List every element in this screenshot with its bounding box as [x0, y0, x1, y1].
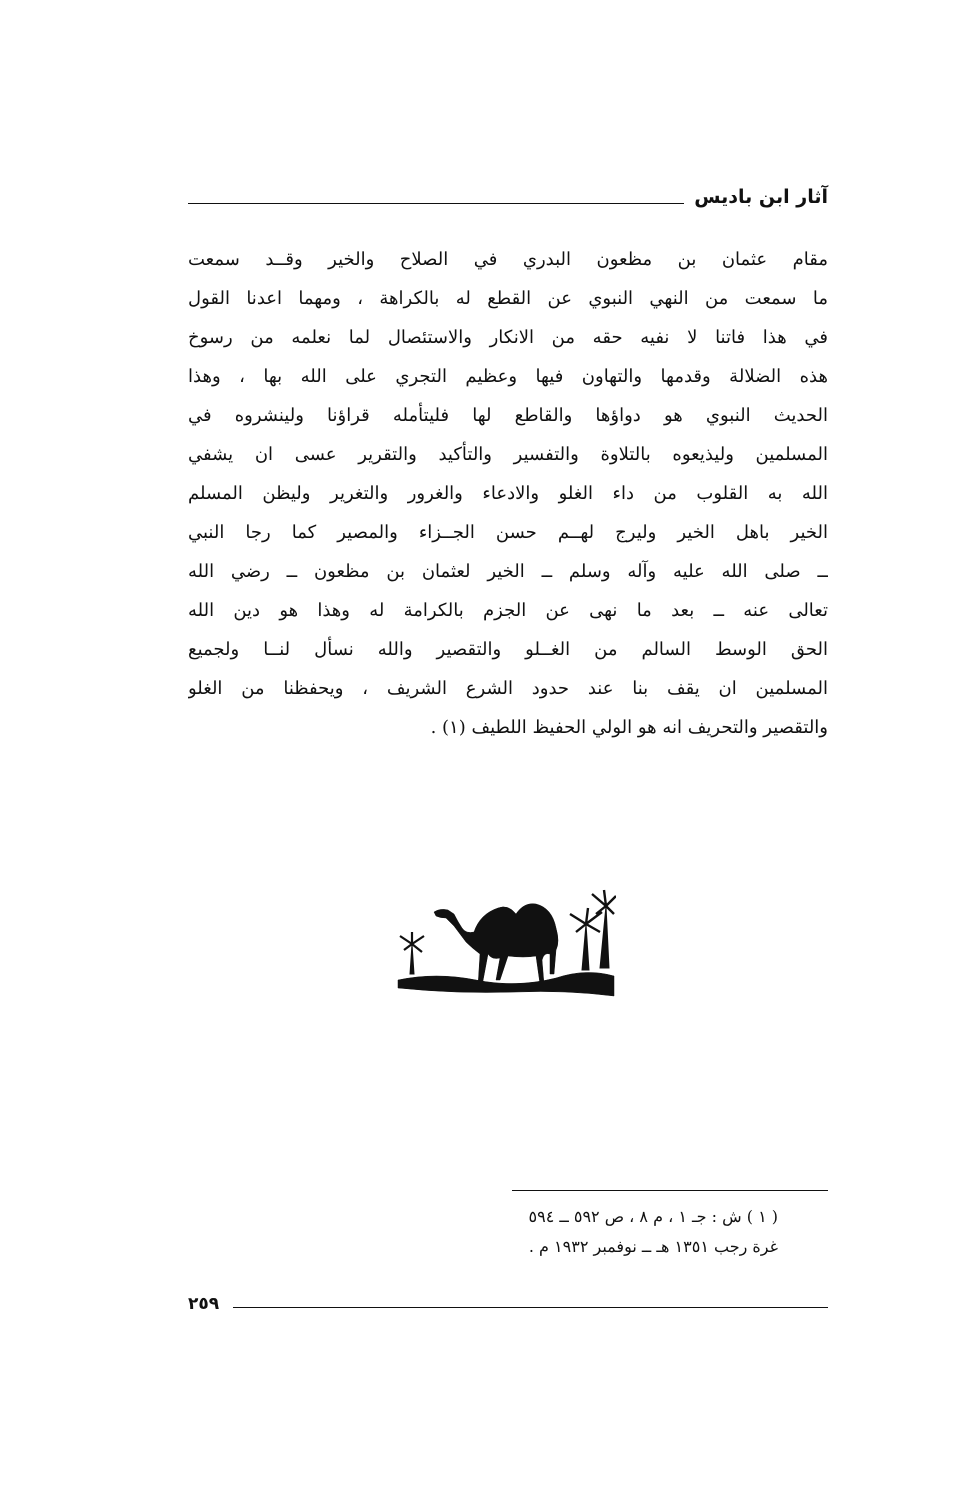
text-line: المسلمين ان يقف بنا عند حدود الشرع الشريف ، ويحفظنا من الغلو [188, 678, 828, 699]
text-line: الحق الوسط السالم من الغــلو والتقصير والله نسأل لنــا ولجميع [188, 639, 828, 660]
text-line: تعالى عنه ــ بعد ما نهى عن الجزم بالكرامة له وهذا هو دين الله [188, 600, 828, 621]
footnote-line: ( ١ ) ش : جـ ١ ، م ٨ ، ص ٥٩٢ ــ ٥٩٤ [528, 1207, 778, 1226]
text-line: الخير باهل الخير وليرج لهــم حسن الجــزاء والمصير كما رجا النبي [188, 522, 828, 543]
page-footer [188, 1290, 828, 1318]
footnote-line: غرة رجب ١٣٥١ هـ ــ نوفمبر ١٩٣٢ م . [528, 1237, 778, 1256]
text-line: ــ صلى الله عليه وآله وسلم ــ الخير لعثمان بن مظعون ــ رضي الله [188, 561, 828, 582]
text-line: مقام عثمان بن مظعون البدري في الصلاح والخير وقــد سمعت [188, 249, 828, 270]
footnotes [300, 1202, 778, 1262]
text-line: والتقصير والتحريف انه هو الولي الحفيظ اللطيف (١) . [430, 717, 828, 738]
text-line: الحديث النبوي هو دواؤها والقاطع لها فليتأمله قراؤنا ولينشروه في [188, 405, 828, 426]
text-line: المسلمين وليذيعوه بالتلاوة والتفسير والتأكيد والتقرير عسى ان يشفي [188, 444, 828, 465]
text-line: هذه الضلالة وقدمها والتهاون فيها وعظيم التجري على الله بها ، وهذا [188, 366, 828, 387]
camel-palm-silhouette-icon [396, 884, 616, 999]
running-header [188, 182, 828, 212]
book-title: آثار ابن باديس [694, 186, 828, 208]
footer-rule [233, 1307, 828, 1308]
page-number: ٢٥٩ [188, 1294, 220, 1314]
text-line: الله به القلوب من داء الغلو والادعاء والغرور والتغرير وليظن المسلم [188, 483, 828, 504]
text-line: ما سمعت من النهي النبوي عن القطع له بالكراهة ، ومهما اعدنا القول [188, 288, 828, 309]
text-line: في هذا فاتنا لا نفيه حقه من الانكار والاستئصال لما نعلمه من رسوخ [188, 327, 828, 348]
footnote-rule [512, 1190, 828, 1191]
body-text [188, 240, 828, 747]
header-rule [188, 203, 684, 204]
